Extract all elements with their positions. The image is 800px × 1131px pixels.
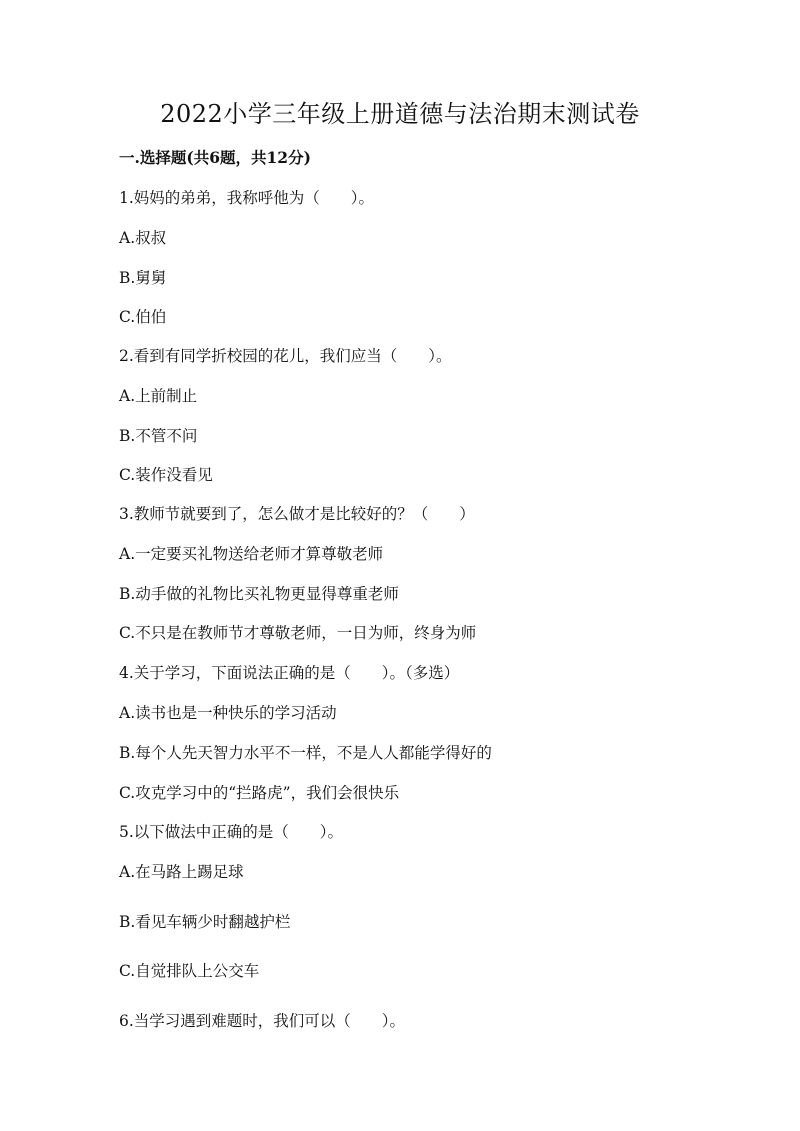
question-5-stem: 5.以下做法中正确的是（ ）。 — [119, 823, 344, 841]
question-5-option-c: C.自觉排队上公交车 — [119, 962, 260, 980]
question-3-option-b: B.动手做的礼物比买礼物更显得尊重老师 — [119, 585, 399, 603]
question-1-stem: 1.妈妈的弟弟，我称呼他为（ ）。 — [119, 189, 375, 207]
question-1-option-c: C.伯伯 — [119, 308, 167, 326]
question-5-option-b: B.看见车辆少时翻越护栏 — [119, 913, 291, 931]
question-4-option-a: A.读书也是一种快乐的学习活动 — [119, 704, 337, 722]
question-5-option-a: A.在马路上踢足球 — [119, 863, 244, 881]
question-2-option-a: A.上前制止 — [119, 387, 198, 405]
question-2-option-c: C.装作没看见 — [119, 466, 213, 484]
question-2-option-b: B.不管不问 — [119, 427, 198, 445]
question-3-option-a: A.一定要买礼物送给老师才算尊敬老师 — [119, 545, 384, 563]
question-4-option-b: B.每个人先天智力水平不一样，不是人人都能学得好的 — [119, 744, 492, 762]
question-3-stem: 3.教师节就要到了，怎么做才是比较好的？（ ） — [119, 505, 475, 523]
section-heading: 一.选择题(共6题，共12分) — [119, 148, 311, 167]
question-3-option-c: C.不只是在教师节才尊敬老师，一日为师，终身为师 — [119, 624, 477, 642]
question-6-stem: 6.当学习遇到难题时，我们可以（ ）。 — [119, 1012, 406, 1030]
question-4-stem: 4.关于学习，下面说法正确的是（ ）。（多选） — [119, 664, 460, 682]
question-1-option-a: A.叔叔 — [119, 229, 167, 247]
question-2-stem: 2.看到有同学折校园的花儿，我们应当（ ）。 — [119, 347, 452, 365]
question-4-option-c: C.攻克学习中的“拦路虎”，我们会很快乐 — [119, 784, 400, 802]
question-1-option-b: B.舅舅 — [119, 269, 167, 287]
page-title: 2022小学三年级上册道德与法治期末测试卷 — [160, 100, 640, 128]
